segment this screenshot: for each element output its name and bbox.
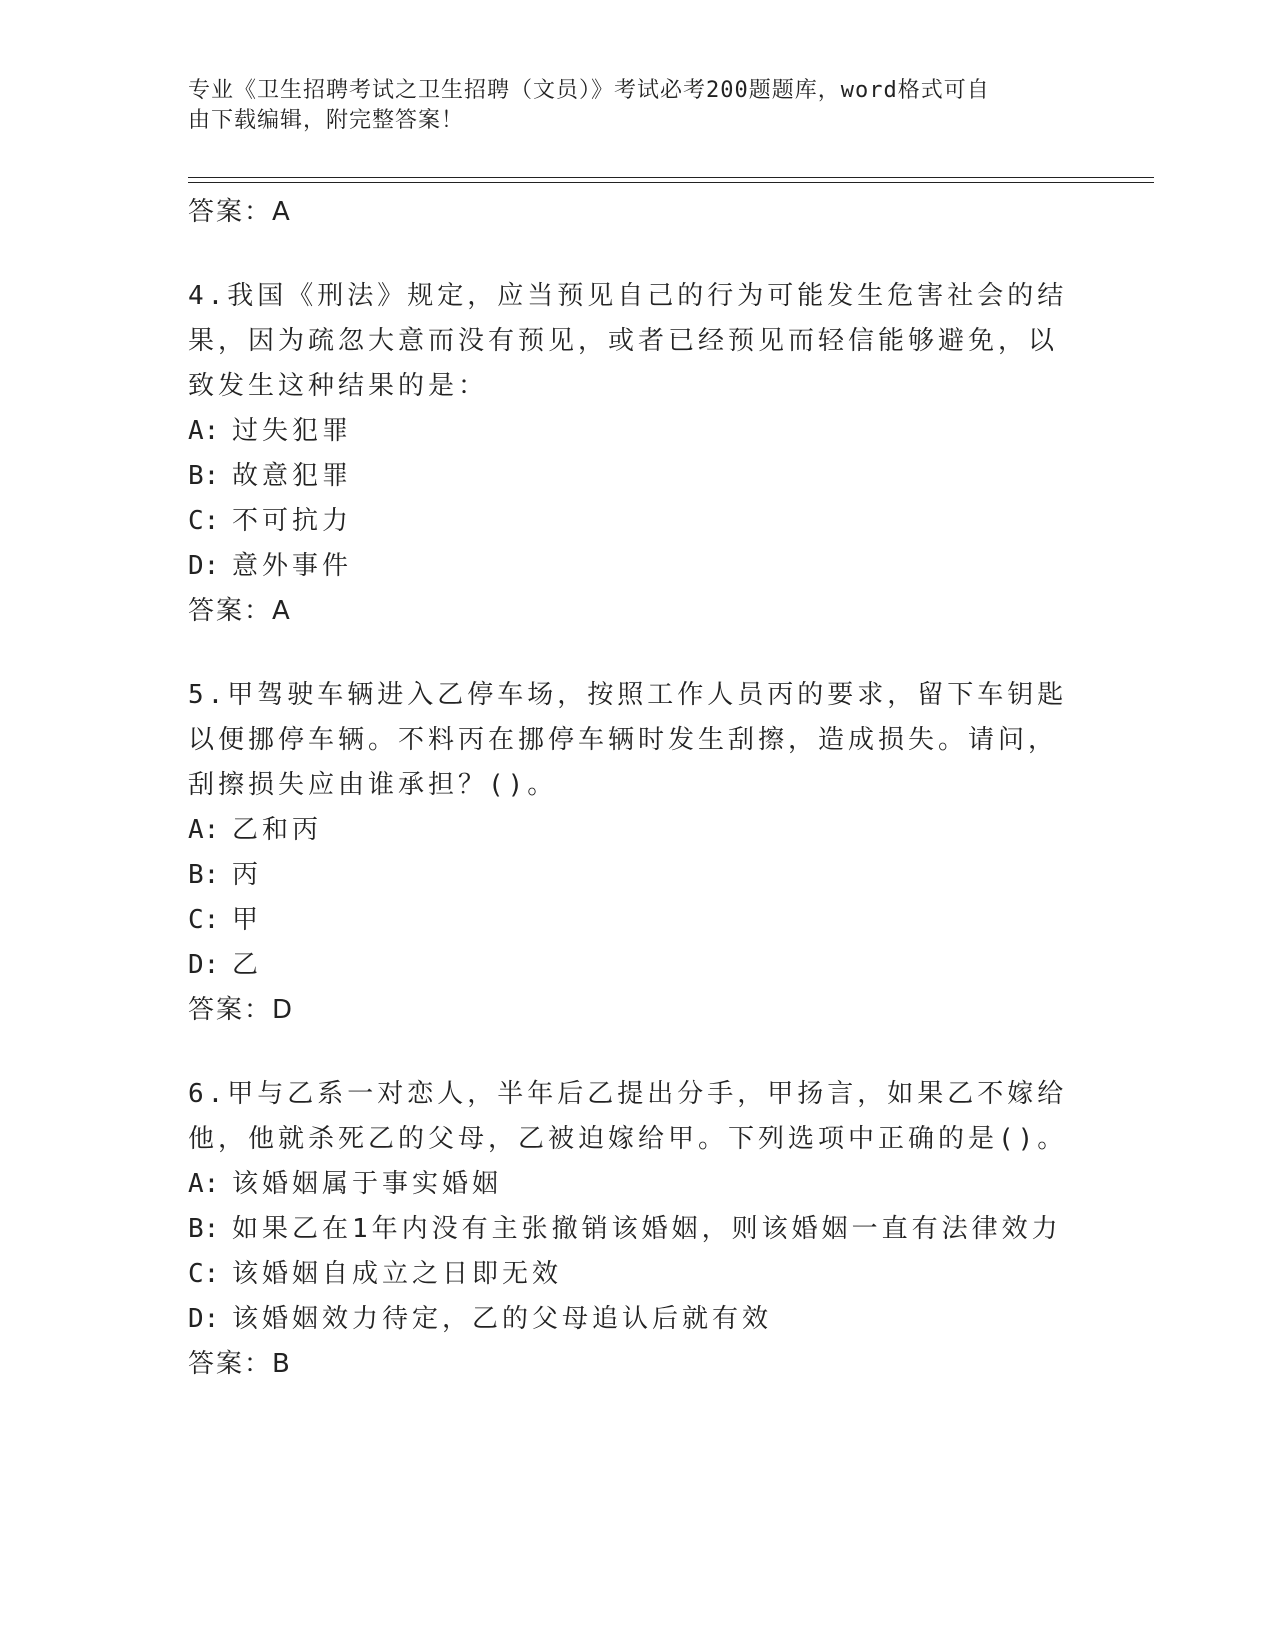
- option-label: C:: [188, 1259, 220, 1289]
- option-text: 该婚姻效力待定，乙的父母追认后就有效: [232, 1304, 773, 1334]
- option-text: 不可抗力: [232, 506, 353, 536]
- question-text: 4.我国《刑法》规定，应当预见自己的行为可能发生危害社会的结果，因为疏忽大意而没有预见，或者已经预见而轻信能够避免，以致发生这种结果的是：: [188, 281, 1068, 401]
- option-label: B:: [188, 860, 220, 890]
- option-label: C:: [188, 506, 220, 536]
- option-text: 该婚姻自成立之日即无效: [232, 1259, 563, 1289]
- question-6: [188, 1072, 1068, 1386]
- answer-line: 答案：A: [188, 596, 292, 626]
- option-label: B:: [188, 461, 220, 491]
- question-text: 6.甲与乙系一对恋人，半年后乙提出分手，甲扬言，如果乙不嫁给他，他就杀死乙的父母，乙被迫嫁给甲。下列选项中正确的是()。: [188, 1079, 1068, 1154]
- option-text: 过失犯罪: [232, 416, 353, 446]
- option-b: [188, 1207, 1068, 1252]
- header-divider-top: [188, 177, 1154, 178]
- answer-line: 答案：D: [188, 995, 295, 1025]
- option-b: [188, 853, 1068, 898]
- option-a: [188, 808, 1068, 853]
- option-label: A:: [188, 815, 220, 845]
- option-a: [188, 409, 1068, 454]
- header-line-1: 专业《卫生招聘考试之卫生招聘（文员）》考试必考200题题库，word格式可自: [188, 78, 990, 103]
- question-4: [188, 274, 1068, 633]
- option-label: A:: [188, 1169, 220, 1199]
- answer-line: 答案：A: [188, 197, 292, 227]
- option-c: [188, 1252, 1068, 1297]
- option-a: [188, 1162, 1068, 1207]
- header-divider-bottom: [188, 182, 1154, 183]
- option-text: 该婚姻属于事实婚姻: [232, 1169, 503, 1199]
- option-label: A:: [188, 416, 220, 446]
- option-c: [188, 898, 1068, 943]
- header-line-2: 由下载编辑，附完整答案！: [188, 108, 465, 133]
- option-label: D:: [188, 950, 220, 980]
- option-d: [188, 1297, 1068, 1342]
- option-text: 如果乙在1年内没有主张撤销该婚姻，则该婚姻一直有法律效力: [232, 1214, 1062, 1244]
- option-label: D:: [188, 1304, 220, 1334]
- option-label: D:: [188, 551, 220, 581]
- option-text: 故意犯罪: [232, 461, 353, 491]
- option-d: [188, 943, 1068, 988]
- question-5: [188, 673, 1068, 1032]
- option-label: B:: [188, 1214, 220, 1244]
- option-text: 乙和丙: [232, 815, 323, 845]
- answer-line: 答案：B: [188, 1349, 292, 1379]
- option-d: [188, 544, 1068, 589]
- option-c: [188, 499, 1068, 544]
- question-text: 5.甲驾驶车辆进入乙停车场，按照工作人员丙的要求，留下车钥匙以便挪停车辆。不料丙在挪停车辆时发生刮擦，造成损失。请问，刮擦损失应由谁承担？()。: [188, 680, 1068, 800]
- option-text: 意外事件: [232, 551, 353, 581]
- option-text: 丙: [232, 860, 263, 890]
- document-header: [188, 76, 1068, 136]
- option-b: [188, 454, 1068, 499]
- question-list: [188, 190, 1068, 1426]
- option-label: C:: [188, 905, 220, 935]
- option-text: 甲: [232, 905, 263, 935]
- option-text: 乙: [232, 950, 263, 980]
